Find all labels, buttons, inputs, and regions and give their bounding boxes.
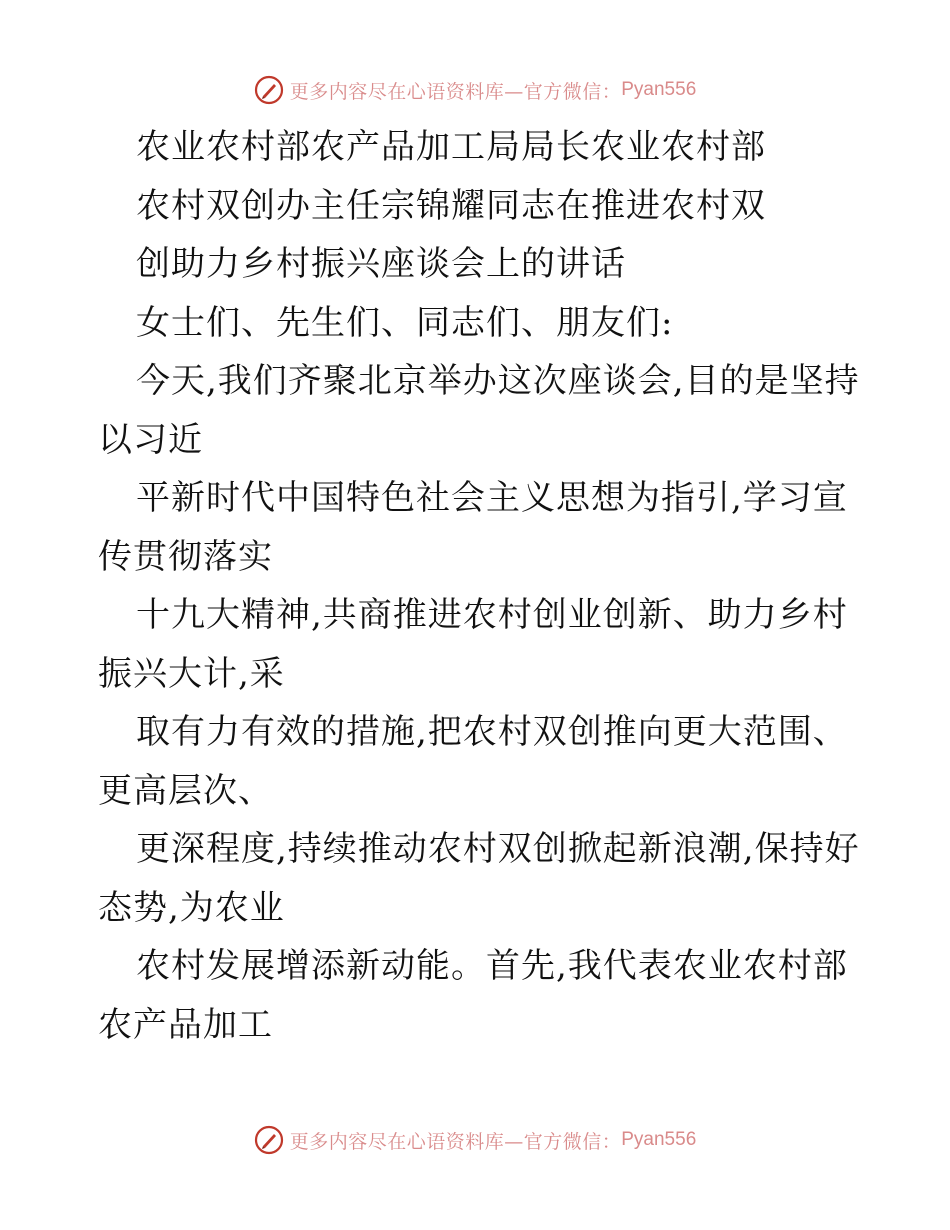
footer-watermark [0,1122,950,1158]
text-line: 取有力有效的措施,把农村双创推向更大范围、 [136,712,848,752]
text-line: 态势,为农业 [98,887,285,928]
text-line: 传贯彻落实 [98,536,273,577]
pen-logo-icon [254,1125,284,1155]
text-line: 农村发展增添新动能。首先,我代表农业农村部 [136,946,848,986]
watermark-text: 更多内容尽在心语资料库—官方微信： [289,1130,622,1153]
watermark-text: 更多内容尽在心语资料库—官方微信： [289,80,622,103]
header-watermark [0,72,950,108]
text-line: 创助力乡村振兴座谈会上的讲话 [136,244,626,284]
text-line: 女士们、先生们、同志们、朋友们: [136,302,674,343]
text-line: 更深程度,持续推动农村双创掀起新浪潮,保持好 [136,829,860,869]
document-body [98,118,868,1054]
text-line: 农业农村部农产品加工局局长农业农村部 [136,127,766,167]
text-line: 平新时代中国特色社会主义思想为指引,学习宣 [136,478,848,518]
watermark-wechat-id: Pyan556 [621,79,697,100]
text-line: 以习近 [98,419,203,460]
pen-logo-icon [254,75,284,105]
text-line: 农村双创办主任宗锦耀同志在推进农村双 [136,185,766,226]
text-line: 振兴大计,采 [98,653,285,694]
text-line: 更高层次、 [98,770,273,811]
watermark-wechat-id: Pyan556 [621,1129,697,1150]
text-line: 十九大精神,共商推进农村创业创新、助力乡村 [136,595,848,635]
text-line: 农产品加工 [98,1004,273,1045]
text-line: 今天,我们齐聚北京举办这次座谈会,目的是坚持 [136,361,860,401]
